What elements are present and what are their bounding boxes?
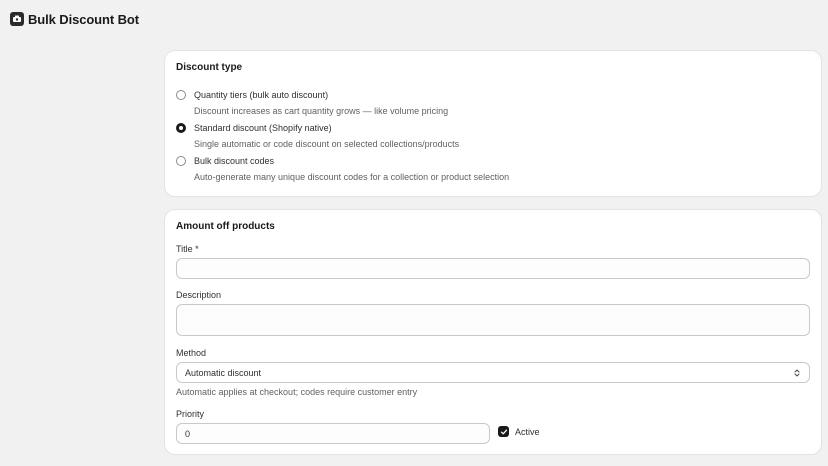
chevron-up-down-icon (793, 368, 801, 378)
app-header (10, 9, 139, 29)
method-select-value: Automatic discount (185, 367, 262, 378)
radio-option-bulk-codes[interactable] (176, 154, 275, 168)
radio-help-text: Discount increases as cart quantity grows — like volume pricing (194, 106, 449, 116)
active-checkbox-row[interactable] (498, 426, 540, 437)
radio-option-standard-discount[interactable] (176, 121, 332, 135)
radio-label: Standard discount (Shopify native) (194, 123, 332, 133)
radio-label: Bulk discount codes (194, 156, 275, 166)
radio-option-quantity-tiers[interactable] (176, 88, 329, 102)
app-logo-icon (10, 12, 24, 26)
radio-help-text: Single automatic or code discount on selected collections/products (194, 139, 460, 149)
amount-off-card (165, 210, 821, 454)
description-input[interactable] (176, 304, 810, 336)
radio-button[interactable] (176, 90, 186, 100)
active-checkbox[interactable] (498, 426, 509, 437)
method-field-label: Method (176, 348, 207, 358)
discount-type-title: Discount type (176, 62, 243, 73)
description-field-label: Description (176, 290, 222, 300)
radio-button-selected[interactable] (176, 123, 186, 133)
radio-label: Quantity tiers (bulk auto discount) (194, 90, 329, 100)
priority-field-label: Priority (176, 409, 205, 419)
method-help-text: Automatic applies at checkout; codes require customer entry (176, 387, 418, 397)
checkmark-icon (500, 428, 508, 436)
active-checkbox-label: Active (515, 426, 540, 437)
radio-help-text: Auto-generate many unique discount codes for a collection or product selection (194, 172, 510, 182)
discount-type-card (165, 51, 821, 196)
method-select[interactable] (176, 362, 810, 383)
amount-off-title: Amount off products (176, 221, 275, 232)
title-input[interactable] (176, 258, 810, 279)
title-field-label: Title * (176, 244, 199, 254)
radio-button[interactable] (176, 156, 186, 166)
app-title: Bulk Discount Bot (28, 11, 139, 27)
priority-input[interactable] (176, 423, 490, 444)
